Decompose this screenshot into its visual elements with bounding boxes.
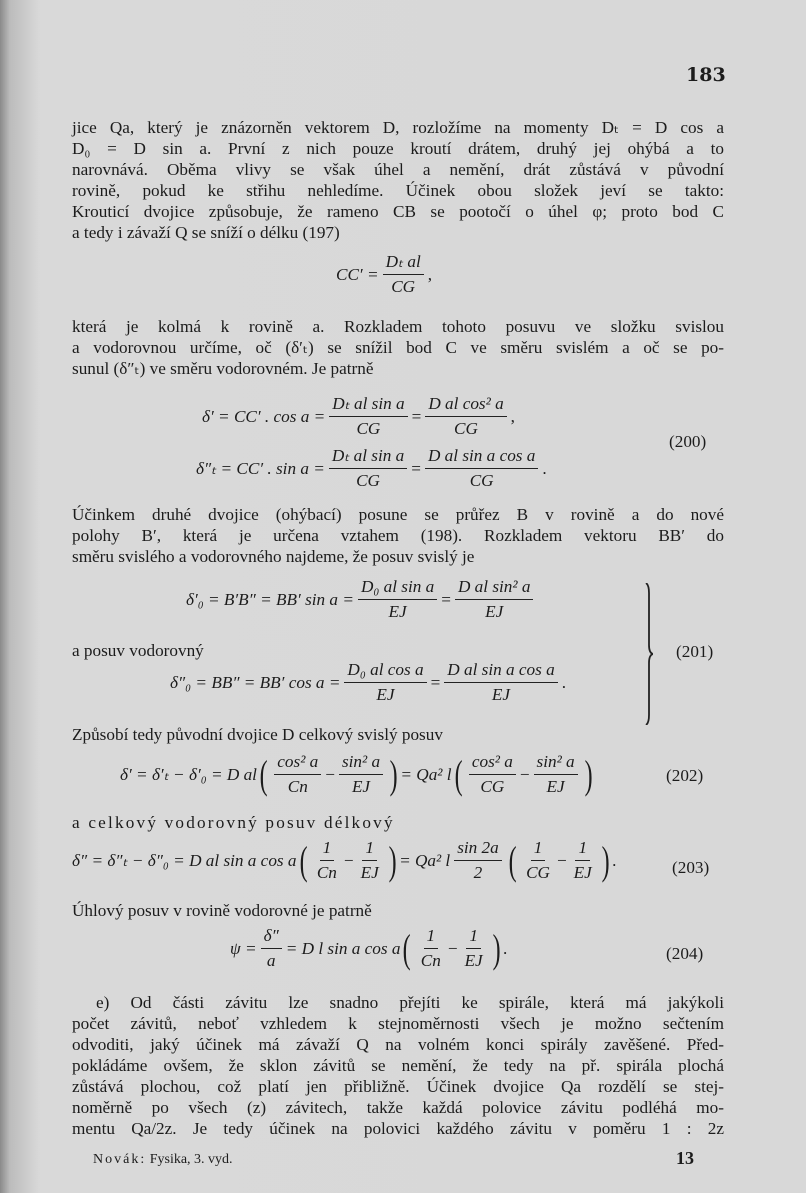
text-line: směru svislého a vodorovného najdeme, že posuv svislý je xyxy=(72,547,475,566)
equation-202: δ′ = δ′ₜ − δ′₀ = D al ( $\frac{\text{cos² a}}{Cn}$ − $\frac{\text{sin² a}}{EJ}$ ) = Qa² l ( $\frac{\text{cos² a}}{CG}$ − $\frac{\text{sin² a}}{EJ}$ ) xyxy=(120,751,593,797)
paragraph-5: a celkový vodorovný posuv délkový xyxy=(72,813,395,832)
fraction: $\frac{\text{Dₜ al}}{CG}$ xyxy=(383,252,424,297)
footer-title: Fysika, 3. vyd. xyxy=(149,1152,233,1167)
paragraph-4: Způsobí tedy původní dvojice D celkový svislý posuv xyxy=(72,725,443,744)
text-line: pokládáme ovšem, že sklon závitů se nemění, že tedy na př. spirála plochá xyxy=(72,1056,724,1075)
paragraph-1 xyxy=(72,117,724,243)
sheet-signature-number: 13 xyxy=(676,1148,694,1168)
text-line: Krouticí dvojice způsobuje, že rameno CB se pootočí o úhel φ; proto bod C xyxy=(72,202,724,221)
page-number: 183 xyxy=(686,64,726,86)
equation-201-line-2: δ″₀ = BB″ = BB′ cos a = $\frac{\text{D₀ al cos a}}{EJ}$ = $\frac{\text{D al sin a cos a}}{EJ}$ . xyxy=(170,660,566,704)
text-line: a vodorovnou určíme, oč (δ′ₜ) se snížil bod C ve směru svislém a oč se po- xyxy=(72,338,724,357)
equation-204: ψ = $\frac{\delta''}{a}$ = D l sin a cos a ( $\frac{1}{Cn}$ − $\frac{1}{EJ}$ ) . xyxy=(230,925,508,971)
text-line: mentu Qa/2z. Je tedy účinek na polovici každého závitu v poměru 1 : 2z xyxy=(72,1119,724,1138)
right-brace-icon xyxy=(645,583,653,725)
equation-200-line-2: δ″ₜ = CC′ . sin a = $\frac{\text{Dₜ al sin a}}{CG}$ = $\frac{\text{D al sin a cos a}}{CG}$ . xyxy=(196,446,547,490)
equation-200-line-1: δ′ = CC′ . cos a = $\frac{\text{Dₜ al sin a}}{CG}$ = $\frac{\text{D al cos² a}}{CG}$ , xyxy=(202,394,515,438)
eq201-middle-text: a posuv vodorovný xyxy=(72,641,204,660)
equation-number-202: (202) xyxy=(666,766,704,785)
text-line: rovině, pokud ke střihu nehledíme. Účinek obou složek jeví se takto: xyxy=(72,181,724,200)
text-line: která je kolmá k rovině a. Rozkladem tohoto posuvu ve složku svislou xyxy=(72,317,724,336)
text-line: odvoditi, jaký účinek má závaží Q na volném konci spirály zavěšené. Před- xyxy=(72,1035,724,1054)
paragraph-3 xyxy=(72,504,724,567)
equation-number-204: (204) xyxy=(666,944,704,963)
text-line: počet závitů, neboť vzhledem k stejnoměrnosti všech je možno sečtením xyxy=(72,1014,724,1033)
equation-201-line-1: δ′₀ = B′B″ = BB′ sin a = $\frac{\text{D₀ al sin a}}{EJ}$ = $\frac{\text{D al sin² a}}{EJ}$ xyxy=(186,577,537,622)
paragraph-7 xyxy=(72,992,724,1139)
eq-tail: , xyxy=(427,264,433,284)
paragraph-6: Úhlový posuv v rovině vodorovné je patrně xyxy=(72,901,372,920)
text-line: jice Qa, který je znázorněn vektorem D, rozložíme na momenty Dₜ = D cos a xyxy=(72,118,724,137)
text-line: Účinkem druhé dvojice (ohýbací) posune se průřez B v rovině a do nové xyxy=(72,505,724,524)
text-line: sunul (δ″ₜ) ve směru vodorovném. Je patrně xyxy=(72,359,374,378)
text-line: e) Od části závitu lze snadno přejíti ke spirále, která má jakýkoli xyxy=(96,993,724,1012)
footer-author: Novák: xyxy=(93,1152,147,1167)
equation-203: δ″ = δ″ₜ − δ″₀ = D al sin a cos a ( $\frac{1}{Cn}$ − $\frac{1}{EJ}$ ) = Qa² l $\frac{\sin 2a}{2}$ ( $\frac{1}{CG}$ − $\frac{1}{EJ}$ ) . xyxy=(72,837,617,883)
text-line: narovnává. Oběma vlivy se však úhel a nemění, drát zůstává v původní xyxy=(72,160,724,179)
text-line: a tedy i závaží Q se sníží o délku (197) xyxy=(72,223,340,242)
footer-signature xyxy=(93,1152,233,1168)
equation-number-200: (200) xyxy=(669,432,707,451)
text-line: noměrně po všech (z) závitech, takže každá polovice závitu podléhá mo- xyxy=(72,1098,724,1117)
eq-lhs: CC′ = xyxy=(336,264,379,284)
text-line: zůstává plochou, což platí jen přibližně. Účinek dvojice Qa rozdělí se stej- xyxy=(72,1077,724,1096)
equation-number-203: (203) xyxy=(672,858,710,877)
equation-197 xyxy=(336,252,432,297)
text-line: D₀ = D sin a. První z nich pouze kroutí drátem, druhý jej ohýbá a to xyxy=(72,139,724,158)
text-line: polohy B′, která je určena vztahem (198). Rozkladem vektoru BB′ do xyxy=(72,526,724,545)
paragraph-2 xyxy=(72,316,724,379)
equation-number-201: (201) xyxy=(676,642,714,661)
